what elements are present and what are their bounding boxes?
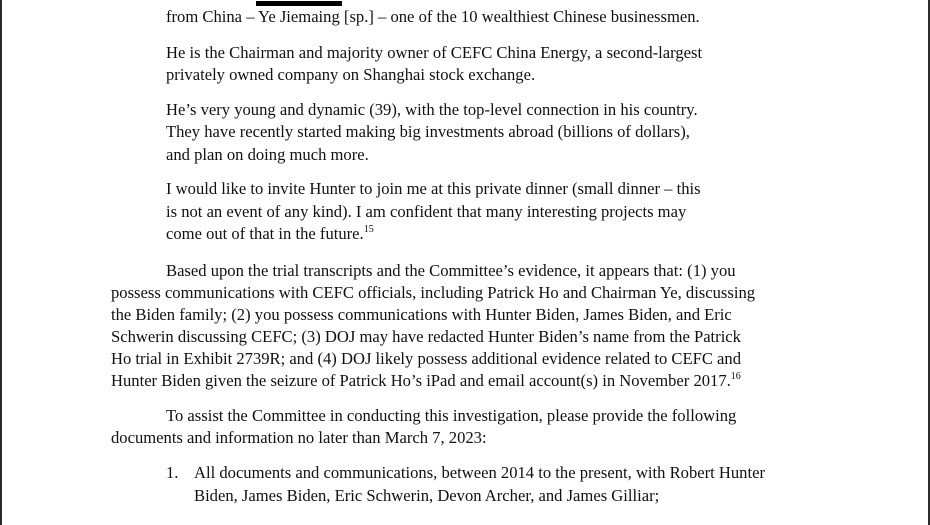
body-para-1-line-4: Schwerin discussing CEFC; (3) DOJ may have redacted Hunter Biden’s name from the Patrick — [111, 327, 741, 346]
body-para-1-line-1: Based upon the trial transcripts and the Committee’s evidence, it appears that: (1) you — [166, 261, 736, 280]
quote-line-1: from China – Ye Jiemaing [sp.] – one of the 10 wealthiest Chinese businessmen. — [166, 7, 700, 26]
page-left-border — [0, 0, 2, 525]
body-para-2-line-1: To assist the Committee in conducting this investigation, please provide the following — [166, 406, 737, 425]
body-para-1-line-2: possess communications with CEFC officials, including Patrick Ho and Chairman Ye, discussing — [111, 283, 756, 302]
body-para-1-line-5: Ho trial in Exhibit 2739R; and (4) DOJ likely possess additional evidence related to CEFC and — [111, 349, 741, 368]
body-para-2-line-2: documents and information no later than March 7, 2023: — [111, 428, 487, 447]
quote-para-4-line-3 — [166, 223, 374, 244]
quote-para-4-line-3-text: come out of that in the future. — [166, 224, 364, 243]
quote-para-3-line-1: He’s very young and dynamic (39), with the top-level connection in his country. — [166, 100, 698, 119]
quote-para-4-line-2: is not an event of any kind). I am confident that many interesting projects may — [166, 202, 687, 221]
quote-para-2-line-1: He is the Chairman and majority owner of CEFC China Energy, a second-largest — [166, 43, 703, 62]
list-item-1-line-2: Biden, James Biden, Eric Schwerin, Devon Archer, and James Gilliar; — [194, 486, 660, 505]
quote-para-3-line-2: They have recently started making big investments abroad (billions of dollars), — [166, 122, 690, 141]
body-para-1-line-6-text: Hunter Biden given the seizure of Patrick Ho’s iPad and email account(s) in November 2017. — [111, 371, 731, 390]
quote-para-4-line-1: I would like to invite Hunter to join me at this private dinner (small dinner – this — [166, 179, 701, 198]
footnote-15: 15 — [363, 224, 374, 235]
body-para-1-line-3: the Biden family; (2) you possess communications with Hunter Biden, James Biden, and Eric — [111, 305, 732, 324]
quote-para-2-line-2: privately owned company on Shanghai stock exchange. — [166, 65, 536, 84]
list-item-1-line-1: All documents and communications, between 2014 to the present, with Robert Hunter — [194, 463, 765, 482]
body-para-1-line-6 — [111, 370, 741, 391]
footnote-16: 16 — [730, 371, 741, 382]
quote-para-3-line-3: and plan on doing much more. — [166, 145, 369, 164]
list-item-1-number: 1. — [166, 463, 179, 482]
